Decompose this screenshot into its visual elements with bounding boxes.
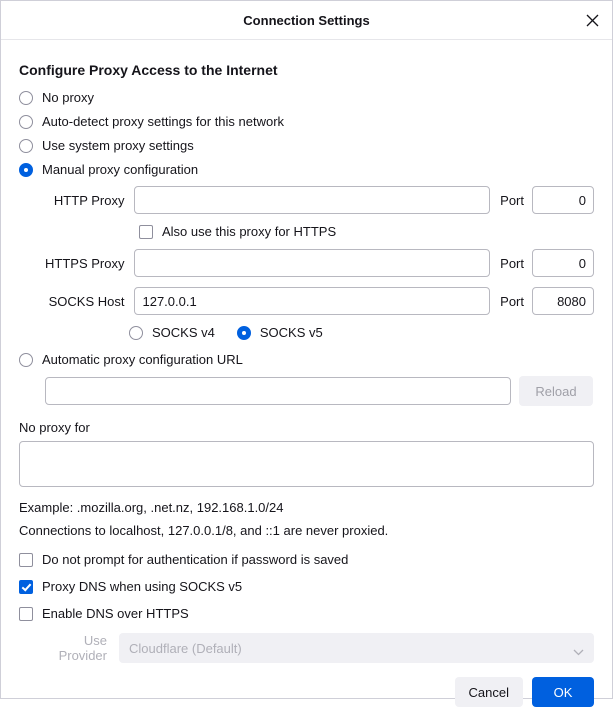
radio-icon <box>129 326 143 340</box>
also-use-proxy-https-checkbox[interactable] <box>139 224 336 239</box>
dialog-footer <box>1 663 612 721</box>
dialog-content <box>1 40 612 663</box>
http-proxy-label: HTTP Proxy <box>53 192 125 208</box>
http-port-input[interactable] <box>532 186 594 214</box>
checkbox-icon <box>19 580 33 594</box>
http-port-label: Port <box>500 192 524 208</box>
radio-label: SOCKS v5 <box>259 325 323 340</box>
checkbox-enable-doh[interactable] <box>19 606 594 621</box>
provider-select[interactable] <box>119 633 594 663</box>
checkbox-no-auth-prompt[interactable] <box>19 552 594 567</box>
cancel-button[interactable]: Cancel <box>455 677 523 707</box>
radio-socks-v4[interactable] <box>129 325 215 340</box>
socks-port-input[interactable] <box>532 287 594 315</box>
close-icon[interactable] <box>580 8 604 32</box>
checkbox-icon <box>19 607 33 621</box>
https-proxy-row <box>19 249 594 277</box>
socks-port-label: Port <box>500 293 524 309</box>
dialog-titlebar <box>1 1 612 40</box>
socks-version-group <box>19 325 594 340</box>
checkbox-label: Enable DNS over HTTPS <box>42 606 189 621</box>
checkbox-label: Do not prompt for authentication if password is saved <box>42 552 349 567</box>
radio-label: Use system proxy settings <box>42 138 194 153</box>
socks-host-row <box>19 287 594 315</box>
checkbox-icon <box>19 553 33 567</box>
checkbox-proxy-dns-socks5[interactable] <box>19 579 594 594</box>
radio-manual-proxy[interactable] <box>19 162 594 177</box>
no-proxy-note: Connections to localhost, 127.0.0.1/8, and ::1 are never proxied. <box>19 523 389 538</box>
section-heading: Configure Proxy Access to the Internet <box>19 62 278 78</box>
checkbox-icon <box>139 225 153 239</box>
radio-icon <box>237 326 251 340</box>
https-proxy-label: HTTPS Proxy <box>45 255 125 271</box>
radio-label: Automatic proxy configuration URL <box>42 352 243 367</box>
radio-system-proxy[interactable] <box>19 138 594 153</box>
pac-url-input[interactable] <box>45 377 511 405</box>
options-group <box>19 552 594 621</box>
radio-icon <box>19 139 33 153</box>
radio-label: SOCKS v4 <box>152 325 215 340</box>
http-proxy-input[interactable] <box>134 186 490 214</box>
radio-auto-detect[interactable] <box>19 114 594 129</box>
radio-label: Auto-detect proxy settings for this network <box>42 114 285 129</box>
radio-icon <box>19 91 33 105</box>
checkbox-label: Proxy DNS when using SOCKS v5 <box>42 579 243 594</box>
pac-url-row <box>19 376 594 406</box>
https-proxy-input[interactable] <box>134 249 490 277</box>
radio-icon <box>19 115 33 129</box>
checkbox-label: Also use this proxy for HTTPS <box>162 224 337 239</box>
radio-no-proxy[interactable] <box>19 90 594 105</box>
provider-value: Cloudflare (Default) <box>129 640 242 656</box>
no-proxy-for-textarea[interactable] <box>19 441 594 487</box>
socks-host-input[interactable] <box>134 287 490 315</box>
no-proxy-example: Example: .mozilla.org, .net.nz, 192.168.1.0/24 <box>19 500 284 515</box>
reload-button[interactable]: Reload <box>519 376 593 406</box>
radio-pac-url[interactable] <box>19 352 594 367</box>
https-port-label: Port <box>500 255 524 271</box>
radio-label: Manual proxy configuration <box>42 162 199 177</box>
ok-button[interactable]: OK <box>532 677 594 707</box>
radio-socks-v5[interactable] <box>237 325 323 340</box>
also-https-row <box>19 224 594 239</box>
doh-provider-row <box>19 633 594 663</box>
dialog-title: Connection Settings <box>243 12 370 28</box>
radio-icon <box>19 163 33 177</box>
https-port-input[interactable] <box>532 249 594 277</box>
radio-label: No proxy <box>42 90 95 105</box>
http-proxy-row <box>19 186 594 214</box>
provider-label: Use Provider <box>58 633 107 663</box>
socks-host-label: SOCKS Host <box>48 293 125 309</box>
chevron-down-icon <box>573 644 584 659</box>
no-proxy-for-label: No proxy for <box>19 420 90 435</box>
radio-icon <box>19 353 33 367</box>
